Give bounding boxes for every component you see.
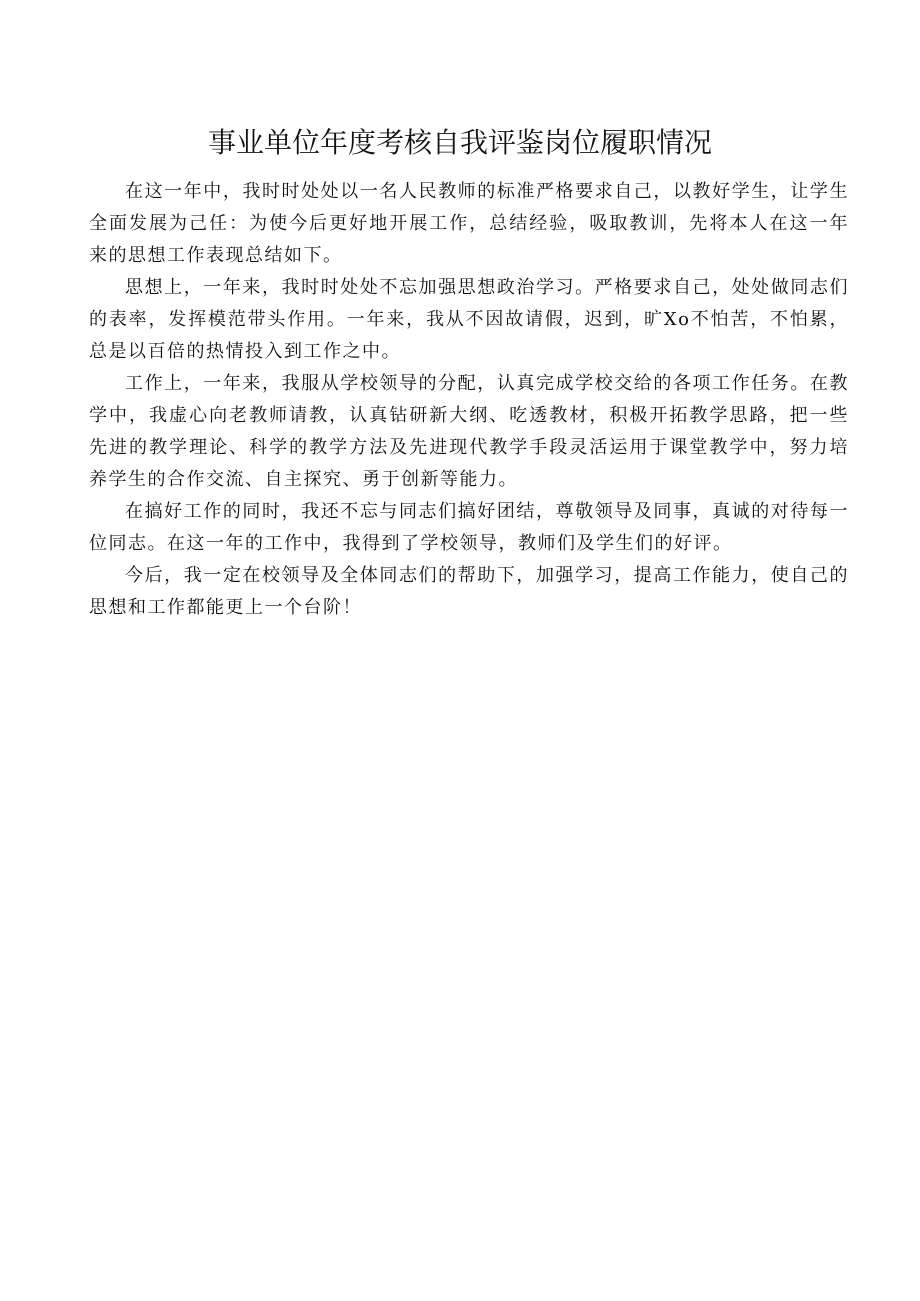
paragraph-thought: 思想上，一年来，我时时处处不忘加强思想政治学习。严格要求自己，处处做同志们的表率，发挥模范带头作用。一年来，我从不因故请假，迟到，旷Xo不怕苦，不怕累，总是以百倍的热情投入到工作之中。 xyxy=(89,277,849,362)
paragraph-intro: 在这一年中，我时时处处以一名人民教师的标准严格要求自己，以教好学生，让学生全面发展为己任：为使今后更好地开展工作，总结经验，吸取教训，先将本人在这一年来的思想工作表现总结如下。 xyxy=(89,181,849,266)
document-body xyxy=(89,176,849,624)
paragraph-unity: 在搞好工作的同时，我还不忘与同志们搞好团结，尊敬领导及同事，真诚的对待每一位同志。在这一年的工作中，我得到了学校领导，教师们及学生们的好评。 xyxy=(89,501,849,554)
paragraph-future: 今后，我一定在校领导及全体同志们的帮助下，加强学习，提高工作能力，使自己的思想和工作都能更上一个台阶！ xyxy=(89,565,849,618)
paragraph-work: 工作上，一年来，我服从学校领导的分配，认真完成学校交给的各项工作任务。在教学中，我虚心向老教师请教，认真钻研新大纲、吃透教材，积极开拓教学思路，把一些先进的教学理论、科学的教学方法及先进现代教学手段灵活运用于课堂教学中，努力培养学生的合作交流、自主探究、勇于创新等能力。 xyxy=(89,373,849,490)
document-title: 事业单位年度考核自我评鉴岗位履职情况 xyxy=(207,125,712,159)
